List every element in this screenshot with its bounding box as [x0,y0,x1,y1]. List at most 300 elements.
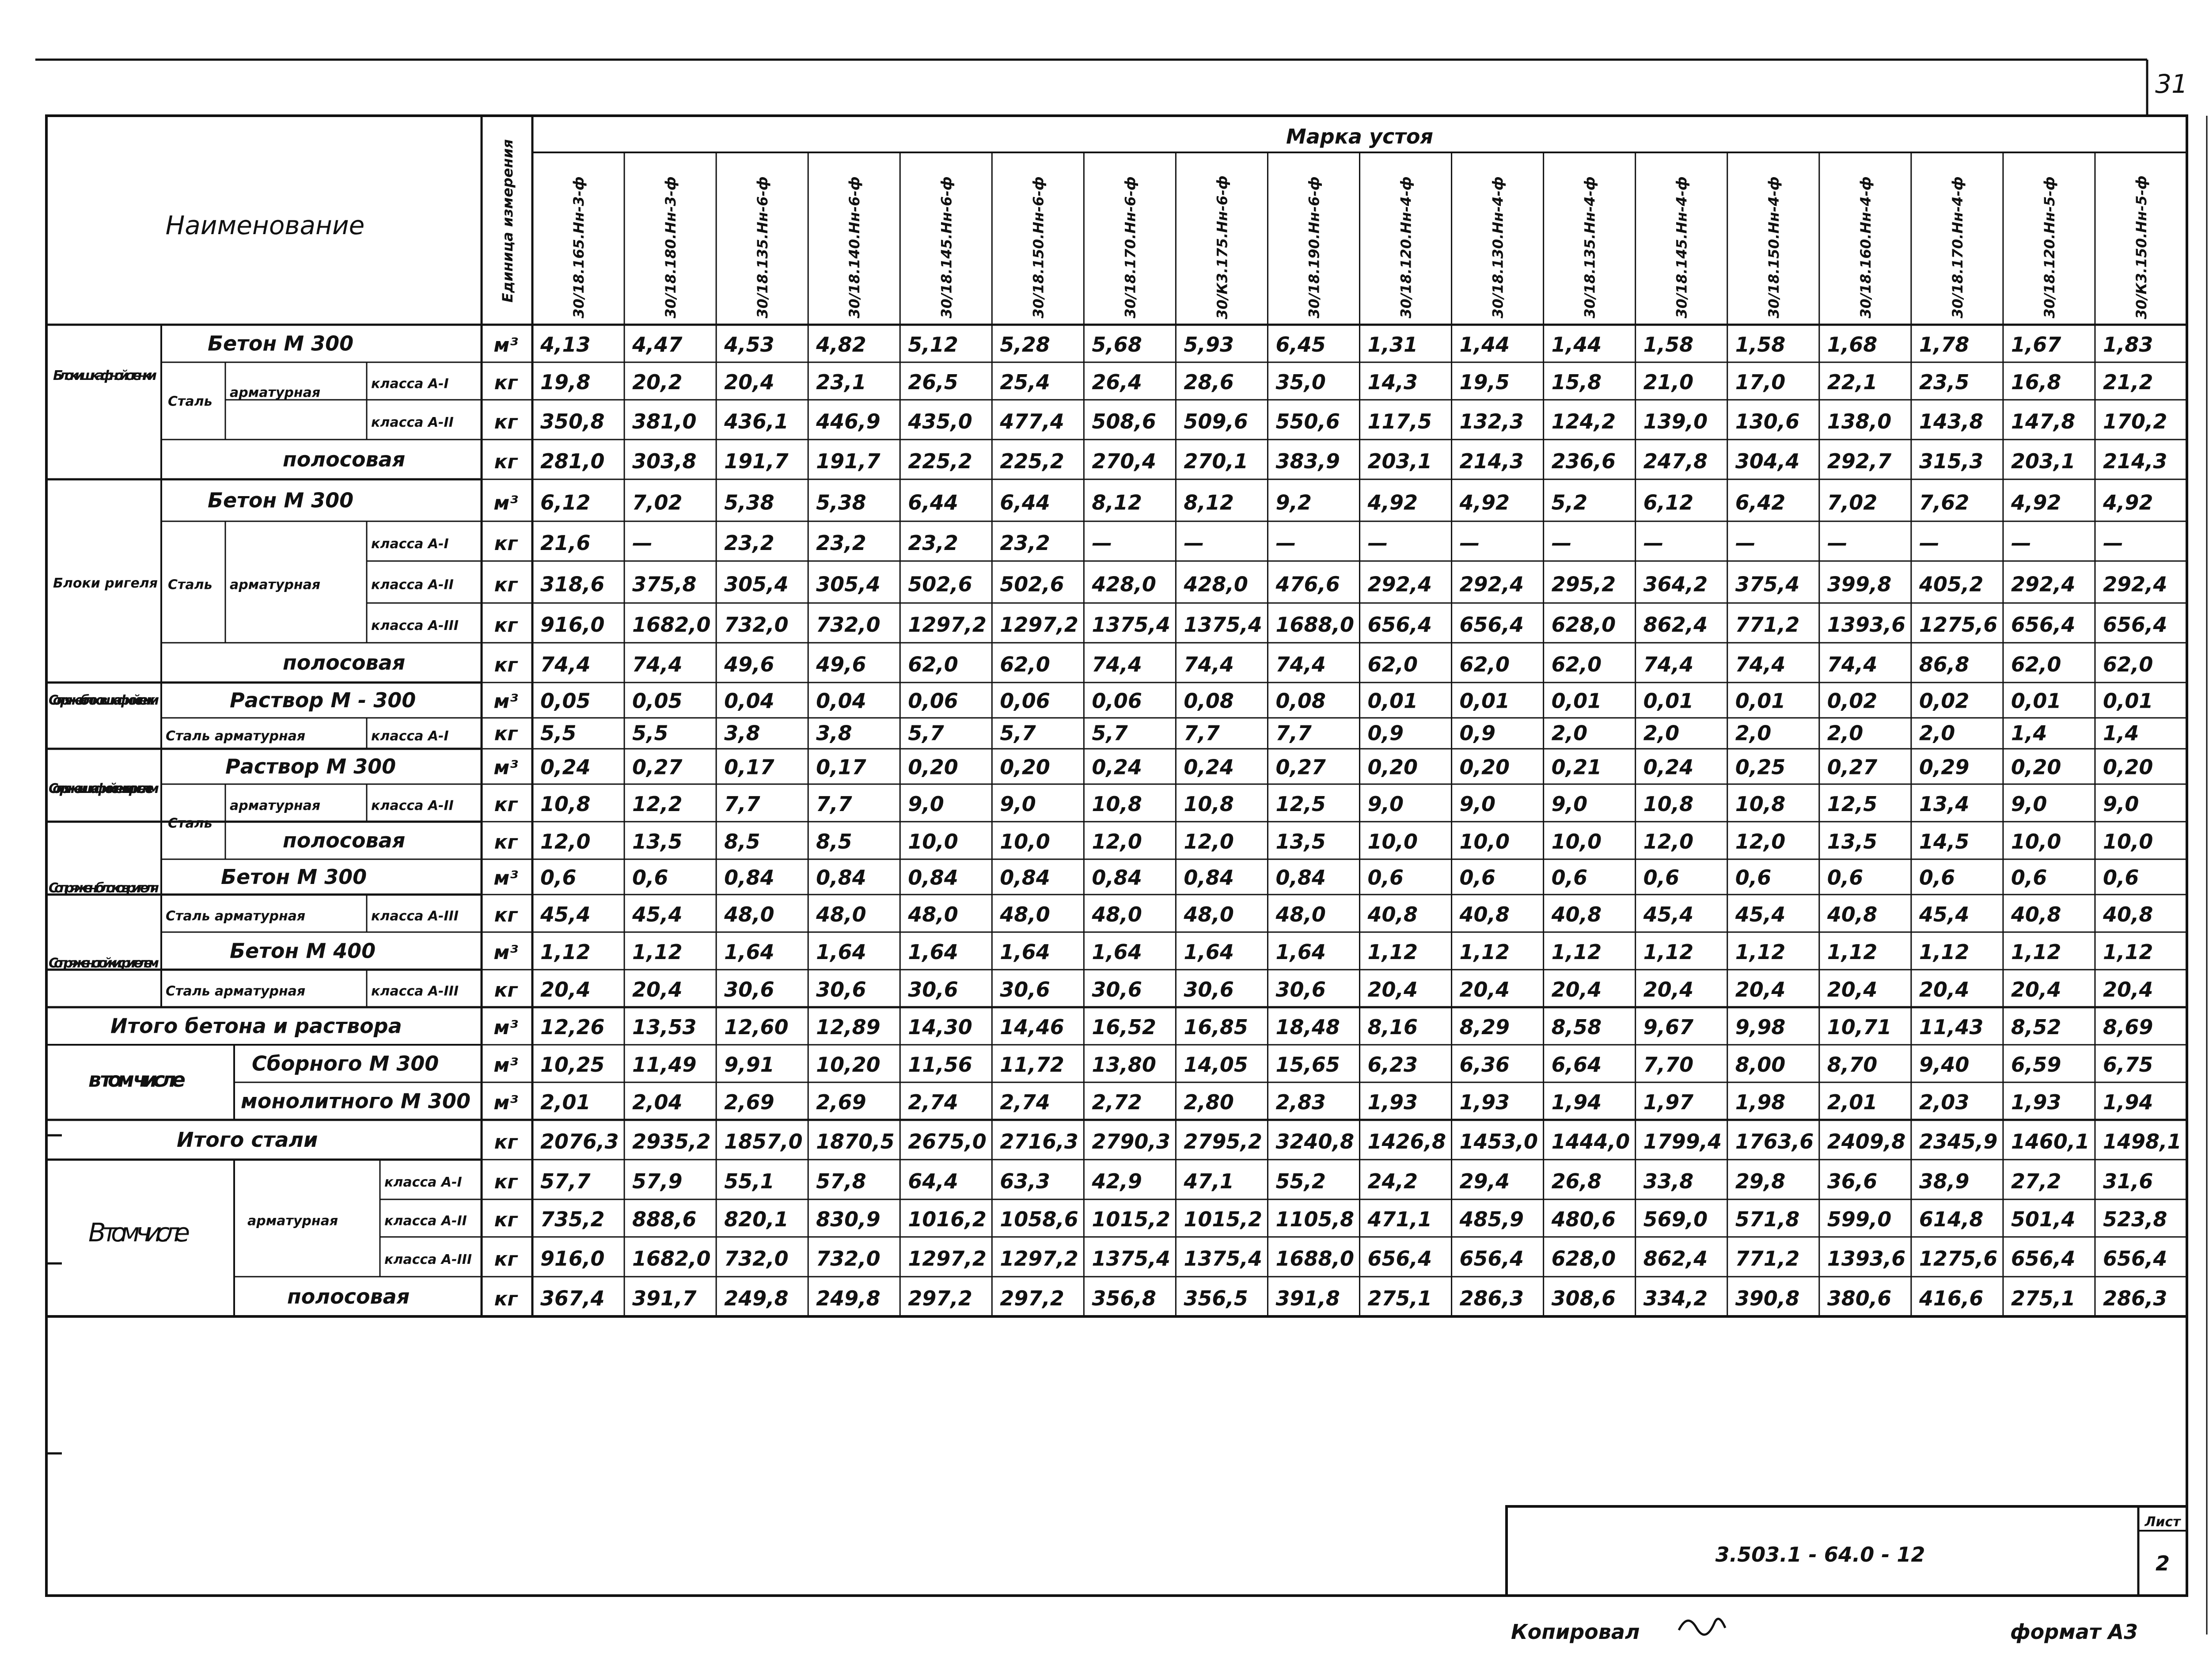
value-cell: 236,6 [1551,449,1616,473]
value-cell: 0,01 [2011,689,2061,713]
value-cell: 23,2 [908,531,958,555]
value-cell: 502,6 [1000,572,1064,596]
value-cell: 2,83 [1275,1090,1326,1115]
value-cell: 0,6 [1367,865,1404,890]
name-header: Наименование [165,210,365,240]
value-cell: 64,4 [908,1169,958,1193]
value-cell: 0,6 [540,865,577,890]
value-cell: 0,9 [1367,721,1404,745]
value-cell: 4,92 [2011,490,2061,515]
value-cell: 62,0 [1000,652,1050,676]
value-cell: 40,8 [2011,903,2061,927]
value-cell: 0,02 [1919,689,1970,713]
value-cell: 0,24 [540,755,591,779]
value-cell: 0,01 [1643,689,1694,713]
value-cell: 31,6 [2103,1169,2153,1193]
value-cell: 1058,6 [1000,1207,1078,1232]
value-cell: 30,6 [1000,978,1050,1002]
value-cell: 10,0 [1000,830,1050,854]
value-cell: 1,83 [2103,333,2153,357]
value-cell: 13,80 [1092,1053,1156,1077]
value-cell: 9,98 [1735,1015,1786,1039]
value-cell: 191,7 [724,449,789,473]
value-cell: 0,17 [724,755,774,779]
value-cell: 1,93 [1367,1090,1418,1115]
value-cell: 1682,0 [632,612,711,637]
value-cell: 14,5 [1919,830,1970,854]
value-cell: 446,9 [816,409,881,433]
value-cell: 0,05 [632,689,683,713]
value-cell: 10,8 [1643,792,1694,816]
value-cell: 7,7 [724,792,760,816]
value-cell: 13,5 [632,830,683,854]
value-cell: 0,01 [1459,689,1510,713]
column-code: 30/К3.150.Нн-5-ф [2133,175,2150,319]
format-label: формат А3 [2010,1620,2138,1644]
column-code: 30/18.120.Нн-5-ф [2041,176,2058,319]
value-cell: 12,0 [1092,830,1142,854]
unit-cell: кг [494,1287,518,1310]
value-cell: 7,02 [632,490,683,515]
value-cell: 48,0 [1184,903,1234,927]
value-cell: 12,60 [724,1015,789,1039]
value-cell: 74,4 [540,652,591,676]
value-cell: 4,92 [2103,490,2153,515]
value-cell: 49,6 [724,652,774,676]
column-code: 30/18.170.Нн-6-ф [1122,176,1139,319]
value-cell: 21,0 [1643,370,1694,394]
value-cell: 350,8 [540,409,605,433]
value-cell: 35,0 [1275,370,1326,394]
value-cell: 0,9 [1459,721,1496,745]
value-cell: 23,1 [816,370,866,394]
value-cell: 48,0 [908,903,958,927]
value-cell: 0,84 [724,865,774,890]
value-cell: 0,08 [1184,689,1234,713]
unit-cell: кг [494,1170,518,1193]
value-cell: 20,4 [724,370,774,394]
value-cell: 471,1 [1367,1207,1432,1232]
value-cell: 28,6 [1184,370,1234,394]
value-cell: 26,5 [908,370,958,394]
row-label: класса А-II [371,577,454,593]
value-cell: 8,70 [1827,1053,1878,1077]
value-cell: 13,53 [632,1015,697,1039]
value-cell: 1297,2 [908,612,987,637]
row-label: Итого бетона и раствора [110,1014,402,1038]
value-cell: 24,2 [1367,1169,1418,1193]
value-cell: 1,31 [1367,333,1418,357]
value-cell: 1393,6 [1827,612,1906,637]
value-cell: 19,5 [1459,370,1510,394]
unit-header: Единица измерения [499,139,516,303]
value-cell: 16,85 [1184,1015,1248,1039]
value-cell: 14,3 [1367,370,1418,394]
value-cell: 30,6 [908,978,958,1002]
row-label: Сталь арматурная [166,983,306,999]
value-cell: 399,8 [1827,572,1892,596]
value-cell: 1,93 [1459,1090,1510,1115]
row-label: класса А-II [371,415,454,430]
value-cell: 916,0 [540,612,605,637]
value-cell: 6,59 [2011,1053,2061,1077]
value-cell: 0,01 [2103,689,2153,713]
value-cell: 297,2 [908,1286,972,1310]
value-cell: 1,67 [2011,333,2061,357]
value-cell: 9,67 [1643,1015,1694,1039]
value-cell: 292,4 [1367,572,1432,596]
value-cell: 12,5 [1275,792,1326,816]
value-cell: 20,4 [1643,978,1694,1002]
group-label: Сопряжен. шкафной стенки с ригелем [49,781,159,796]
unit-cell: м³ [493,941,518,964]
value-cell: 36,6 [1827,1169,1878,1193]
value-cell: 0,29 [1919,755,1970,779]
value-cell: 0,20 [2103,755,2153,779]
value-cell: 381,0 [632,409,697,433]
value-cell: 42,9 [1092,1169,1142,1193]
value-cell: 7,02 [1827,490,1878,515]
value-cell: 485,9 [1459,1207,1524,1232]
value-cell: 2,0 [1551,721,1588,745]
value-cell: 57,7 [540,1169,591,1193]
value-cell: 4,92 [1367,490,1418,515]
value-cell: 249,8 [816,1286,881,1310]
value-cell: 45,4 [540,903,591,927]
value-cell: 0,01 [1367,689,1418,713]
value-cell: 48,0 [1092,903,1142,927]
value-cell: 0,27 [632,755,683,779]
value-cell: 3,8 [724,721,760,745]
row-label: полосовая [283,828,406,853]
value-cell: 1016,2 [908,1207,987,1232]
value-cell: 62,0 [908,652,958,676]
value-cell: 63,3 [1000,1169,1050,1193]
value-cell: 1,12 [540,940,591,964]
column-code: 30/18.135.Нн-6-ф [754,176,771,319]
value-cell: 0,01 [1735,689,1786,713]
value-cell: 6,42 [1735,490,1786,515]
group-label: Блоки ригеля [53,576,158,591]
value-cell: 275,1 [1367,1286,1432,1310]
value-cell: 1,12 [2011,940,2061,964]
doc-code: 3.503.1 - 64.0 - 12 [1715,1543,1925,1566]
value-cell: 1,12 [2103,940,2153,964]
value-cell: 9,0 [1551,792,1588,816]
value-cell: 12,0 [540,830,591,854]
value-cell: 334,2 [1643,1286,1708,1310]
value-cell: 191,7 [816,449,881,473]
value-cell: 62,0 [1367,652,1418,676]
value-cell: 249,8 [724,1286,789,1310]
value-cell: 1393,6 [1827,1246,1906,1270]
value-cell: 9,91 [724,1053,774,1077]
value-cell: 4,82 [816,333,866,357]
value-cell: 1870,5 [816,1129,895,1153]
value-cell: 9,0 [2103,792,2139,816]
value-cell: 1,64 [908,940,958,964]
row-label: полосовая [283,651,406,675]
value-cell: 1,64 [1092,940,1142,964]
unit-cell: м³ [493,867,518,890]
value-cell: 147,8 [2011,409,2076,433]
value-cell: 5,38 [724,490,774,515]
value-cell: 7,70 [1643,1053,1694,1077]
title-block [1507,1506,2187,1596]
value-cell: 297,2 [1000,1286,1064,1310]
value-cell: 1,12 [1367,940,1418,964]
column-code: 30/18.145.Нн-4-ф [1673,176,1690,319]
value-cell: 4,47 [632,333,683,357]
value-cell: 214,3 [1459,449,1524,473]
value-cell: 0,6 [1551,865,1588,890]
row-label: полосовая [283,447,406,471]
value-cell: 508,6 [1092,409,1156,433]
value-cell: 16,52 [1092,1015,1156,1039]
value-cell: 2,74 [1000,1090,1050,1115]
value-cell: 214,3 [2103,449,2167,473]
value-cell: 1375,4 [1184,612,1262,637]
value-cell: 14,46 [1000,1015,1064,1039]
value-cell: 40,8 [1367,903,1418,927]
value-cell: 1,12 [1919,940,1970,964]
value-cell: 26,4 [1092,370,1142,394]
value-cell: 732,0 [724,612,789,637]
value-cell: 6,44 [1000,490,1050,515]
row-label: Раствор М 300 [225,755,396,778]
value-cell: — [2103,531,2123,555]
value-cell: 732,0 [816,1246,881,1270]
value-cell: 12,0 [1735,830,1786,854]
value-cell: 1426,8 [1367,1129,1446,1153]
row-label: Сборного М 300 [252,1051,439,1076]
value-cell: 20,4 [1919,978,1970,1002]
value-cell: 356,5 [1184,1286,1248,1310]
value-cell: 375,8 [632,572,697,596]
value-cell: 139,0 [1643,409,1708,433]
unit-cell: кг [494,793,518,816]
value-cell: 25,4 [1000,370,1050,394]
value-cell: 45,4 [632,903,683,927]
value-cell: — [1735,531,1756,555]
group-label: в том числе [88,1068,186,1092]
value-cell: 315,3 [1919,449,1984,473]
value-cell: 862,4 [1643,1246,1708,1270]
value-cell: 20,4 [2103,978,2153,1002]
value-cell: 11,56 [908,1053,972,1077]
value-cell: 17,0 [1735,370,1786,394]
unit-cell: м³ [493,334,518,357]
value-cell: 5,7 [908,721,944,745]
value-cell: 0,6 [1643,865,1680,890]
value-cell: — [2011,531,2031,555]
value-cell: 30,6 [1275,978,1326,1002]
value-cell: 0,21 [1551,755,1602,779]
value-cell: 12,0 [1643,830,1694,854]
value-cell: 5,68 [1092,333,1142,357]
value-cell: 10,20 [816,1053,881,1077]
value-cell: — [1184,531,1204,555]
value-cell: 11,43 [1919,1015,1984,1039]
value-cell: 435,0 [908,409,972,433]
value-cell: 23,5 [1919,370,1970,394]
value-cell: 10,0 [2011,830,2061,854]
value-cell: 305,4 [816,572,881,596]
value-cell: 74,4 [1184,652,1234,676]
value-cell: 23,2 [724,531,774,555]
value-cell: 74,4 [1827,652,1878,676]
value-cell: 480,6 [1551,1207,1616,1232]
value-cell: 1,78 [1919,333,1970,357]
value-cell: 5,2 [1551,490,1588,515]
value-cell: 27,2 [2011,1169,2061,1193]
value-cell: 1688,0 [1275,1246,1354,1270]
value-cell: 9,0 [2011,792,2047,816]
value-cell: 477,4 [1000,409,1064,433]
value-cell: 62,0 [2011,652,2061,676]
value-cell: 0,20 [908,755,958,779]
value-cell: 0,04 [724,689,774,713]
value-cell: 3240,8 [1275,1129,1354,1153]
value-cell: 9,0 [1459,792,1496,816]
column-code: 30/18.170.Нн-4-ф [1949,176,1966,319]
value-cell: 49,6 [816,652,866,676]
value-cell: 656,4 [2103,1246,2167,1270]
value-cell: 771,2 [1735,612,1800,637]
value-cell: — [632,531,653,555]
value-cell: 74,4 [1092,652,1142,676]
column-code: 30/18.150.Нн-6-ф [1030,176,1047,319]
row-label: Бетон М 300 [208,488,354,512]
value-cell: 0,20 [1367,755,1418,779]
unit-cell: кг [494,722,518,745]
value-cell: 1460,1 [2011,1129,2090,1153]
value-cell: — [1919,531,1940,555]
value-cell: 6,75 [2103,1053,2153,1077]
row-labels [49,332,472,1309]
value-cell: — [1275,531,1296,555]
value-cell: 10,25 [540,1053,605,1077]
value-cell: 270,1 [1184,449,1248,473]
value-cell: 656,4 [2103,612,2167,637]
value-cell: 571,8 [1735,1207,1800,1232]
value-cell: 0,20 [1459,755,1510,779]
value-cell: 1,94 [1551,1090,1602,1115]
value-cell: 12,0 [1184,830,1234,854]
value-cell: 0,84 [1184,865,1234,890]
value-cell: 599,0 [1827,1207,1892,1232]
unit-cell: кг [494,1209,518,1232]
value-cell: 286,3 [2103,1286,2167,1310]
value-cell: 48,0 [816,903,866,927]
value-cell: 23,2 [816,531,866,555]
value-cell: 30,6 [1092,978,1142,1002]
value-cell: 436,1 [724,409,789,433]
value-cell: 1,64 [816,940,866,964]
value-cell: 476,6 [1275,572,1340,596]
value-cell: 6,64 [1551,1053,1602,1077]
value-cell: 771,2 [1735,1246,1800,1270]
value-cell: 318,6 [540,572,605,596]
value-cell: 12,26 [540,1015,605,1039]
value-cell: 23,2 [1000,531,1050,555]
value-cell: 1,12 [1551,940,1602,964]
value-cell: 2,0 [1643,721,1680,745]
value-cell: 11,49 [632,1053,697,1077]
value-cell: 1453,0 [1459,1129,1538,1153]
value-cell: 0,6 [1919,865,1955,890]
value-cell: 656,4 [2011,612,2076,637]
value-cell: 74,4 [1275,652,1326,676]
column-code: 30/18.150.Нн-4-ф [1765,176,1782,319]
column-code: 30/18.120.Нн-4-ф [1397,176,1415,319]
value-cell: 8,29 [1459,1015,1510,1039]
value-cell: 12,2 [632,792,683,816]
value-cell: 292,4 [2011,572,2076,596]
value-cell: 10,0 [1551,830,1602,854]
row-label: класса А-I [371,376,449,392]
value-cell: 0,27 [1827,755,1878,779]
value-cell: 143,8 [1919,409,1984,433]
row-label: Итого стали [177,1128,318,1152]
value-cell: 9,0 [1000,792,1036,816]
value-cell: 292,4 [2103,572,2167,596]
value-cell: 2675,0 [908,1129,987,1153]
value-cell: 569,0 [1643,1207,1708,1232]
row-label: арматурная [230,385,321,401]
value-cell: 10,0 [908,830,958,854]
value-cell: 1275,6 [1919,1246,1998,1270]
value-cell: 6,23 [1367,1053,1418,1077]
value-cell: 2,03 [1919,1090,1970,1115]
value-cell: 203,1 [1367,449,1432,473]
value-cell: 428,0 [1184,572,1248,596]
value-cell: 916,0 [540,1246,605,1270]
row-label: арматурная [230,577,321,593]
value-cell: 1857,0 [724,1129,803,1153]
value-cell: 0,84 [816,865,866,890]
value-cell: 275,1 [2011,1286,2076,1310]
value-cell: 5,38 [816,490,866,515]
value-cell: 47,1 [1184,1169,1234,1193]
row-label: Бетон М 300 [208,331,354,356]
value-cell: 15,8 [1551,370,1602,394]
value-cell: 0,24 [1184,755,1234,779]
group-label: Сопряжен. блоков шкафной стенки [49,693,159,708]
value-cell: 14,30 [908,1015,972,1039]
value-cell: 12,5 [1827,792,1878,816]
value-cell: 1,93 [2011,1090,2061,1115]
value-cell: 656,4 [1459,1246,1524,1270]
row-label: арматурная [230,798,321,814]
value-cell: — [1367,531,1388,555]
value-cell: 1,44 [1551,333,1602,357]
value-cell: 4,92 [1459,490,1510,515]
value-cell: 2716,3 [1000,1129,1078,1153]
value-cell: 21,6 [540,531,591,555]
value-cell: 1,44 [1459,333,1510,357]
group-label: Сопряжен. блоков ригеля [49,880,159,896]
value-cell: 0,25 [1735,755,1786,779]
value-cell: 2,69 [724,1090,774,1115]
value-cell: 62,0 [1459,652,1510,676]
value-cell: — [1643,531,1664,555]
value-cell: 30,6 [1184,978,1234,1002]
value-cell: 7,7 [1184,721,1220,745]
value-cell: 1,97 [1643,1090,1694,1115]
value-cell: 48,0 [724,903,774,927]
value-cell: 62,0 [1551,652,1602,676]
